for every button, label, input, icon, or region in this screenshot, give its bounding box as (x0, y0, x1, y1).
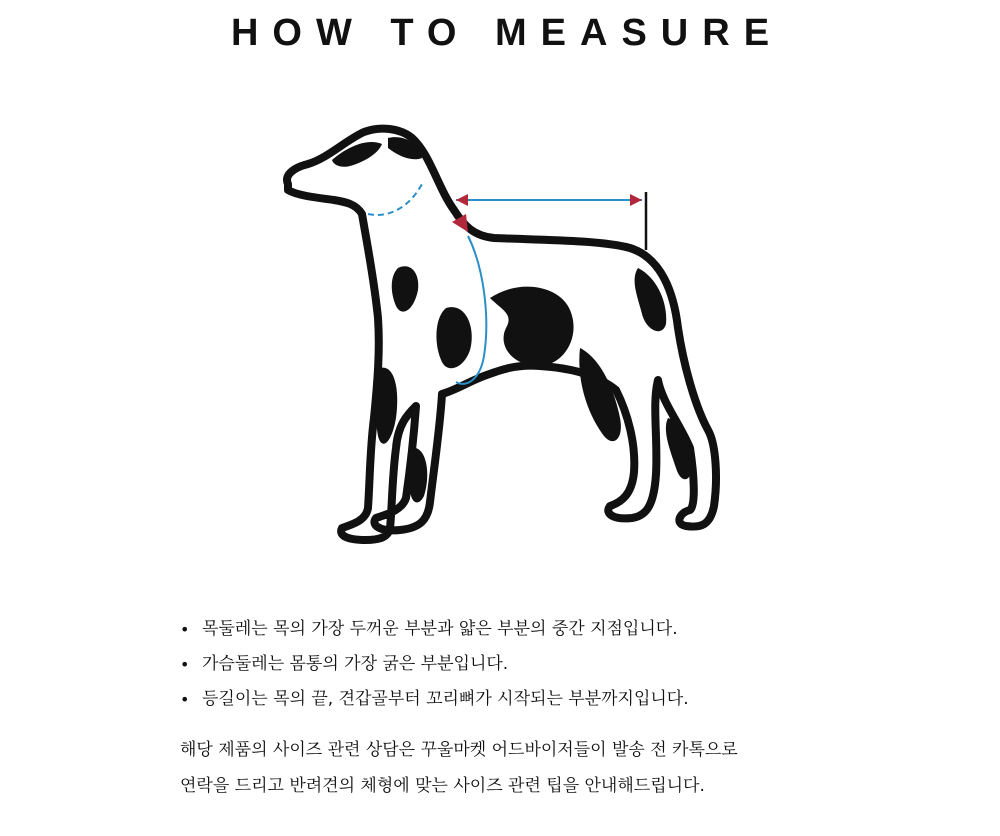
bullet-dot: • (180, 690, 190, 709)
bullet-text-back: 등길이는 목의 끝, 견갑골부터 꼬리뼈가 시작되는 부분까지입니다. (202, 689, 689, 709)
greyhound-figure (270, 118, 730, 548)
bullet-dot: • (180, 620, 190, 639)
size-consultation-note (180, 732, 940, 804)
list-item (180, 682, 940, 717)
note-line-1: 해당 제품의 사이즈 관련 상담은 꾸울마켓 어드바이저들이 발송 전 카톡으로 (180, 740, 738, 760)
dog-measurement-illustration (270, 118, 730, 548)
list-item (180, 647, 940, 682)
bullet-text-chest: 가슴둘레는 몸통의 가장 굵은 부분입니다. (202, 654, 509, 674)
page-title: HOW TO MEASURE (230, 12, 784, 54)
dog-outline (287, 129, 716, 540)
back-length-arrow-left (456, 194, 468, 206)
bullet-text-neck: 목둘레는 목의 가장 두꺼운 부분과 얇은 부분의 중간 지점입니다. (202, 619, 678, 639)
list-item (180, 612, 940, 647)
back-length-arrow-right (630, 194, 642, 206)
measurement-guide-list (180, 612, 940, 717)
note-line-2: 연락을 드리고 반려견의 체형에 맞는 사이즈 관련 팁을 안내해드립니다. (180, 776, 705, 796)
bullet-dot: • (180, 655, 190, 674)
